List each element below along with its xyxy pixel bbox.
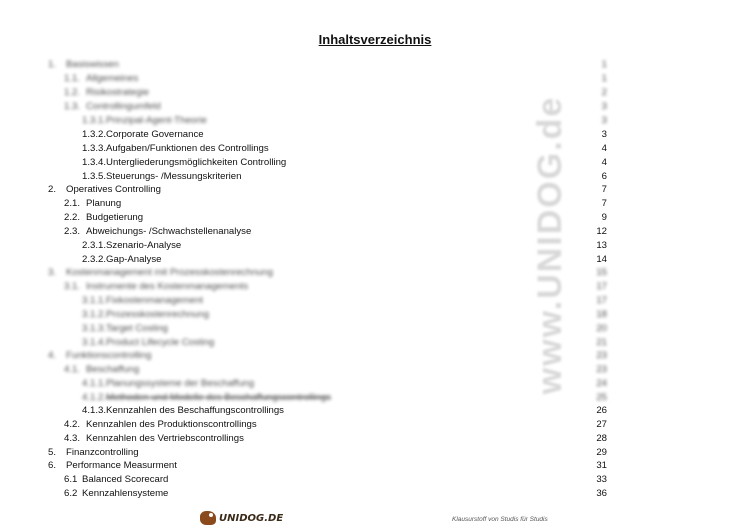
toc-entry: 4.1.3.Kennzahlen des Beschaffungscontrollings 26 <box>82 405 607 416</box>
toc-entry: 3.1. Instrumente des Kostenmanagements 17 <box>64 281 607 292</box>
toc-entry: 1.3.4.Untergliederungsmöglichkeiten Controlling 4 <box>82 157 607 168</box>
logo-text: UNIDOG.DE <box>219 512 284 524</box>
toc-entry: 3.1.4.Product Lifecycle Costing 21 <box>82 337 607 348</box>
toc-entry: 1.3.3.Aufgaben/Funktionen des Controllings 4 <box>82 143 607 154</box>
dog-icon <box>200 511 216 525</box>
toc-entry: 1. Basiswissen 1 <box>48 59 607 70</box>
footer-slogan: Klausurstoff von Studis für Studis <box>452 516 548 523</box>
toc-entry: 3.1.1.Fixkostenmanagement 17 <box>82 295 607 306</box>
toc-entry: 1.1. Allgemeines 1 <box>64 73 607 84</box>
toc-entry: 1.2. Risikostrategie 2 <box>64 87 607 98</box>
toc-title: Inhaltsverzeichnis <box>318 32 432 47</box>
toc-entry: 4. Funktionscontrolling 23 <box>48 350 607 361</box>
unidog-logo <box>200 511 283 525</box>
watermark: www.UNIDOG.de <box>530 95 569 395</box>
toc-entry: 4.2. Kennzahlen des Produktionscontrollings 27 <box>64 419 607 430</box>
toc-entry: 2.1. Planung 7 <box>64 198 607 209</box>
toc-entry: 1.3.5.Steuerungs- /Messungskriterien 6 <box>82 171 607 182</box>
toc-entry: 2.3.2.Gap-Analyse 14 <box>82 254 607 265</box>
toc-entry: 4.1.1.Planungssysteme der Beschaffung 24 <box>82 378 607 389</box>
toc-entry: 1.3.2.Corporate Governance 3 <box>82 129 607 140</box>
toc-entry: 4.1.2.Methoden und Modelle des Beschaffungscontrollings 25 <box>82 392 607 403</box>
toc-entry: 4.3. Kennzahlen des Vertriebscontrollings 28 <box>64 433 607 444</box>
toc-entry: 3.1.3.Target Costing 20 <box>82 323 607 334</box>
toc-entry: 5. Finanzcontrolling 29 <box>48 447 607 458</box>
toc-entry: 1.3.1.Prinzipal-Agent-Theorie 3 <box>82 115 607 126</box>
toc-entry: 3. Kostenmanagement mit Prozesskostenrechnung 15 <box>48 267 607 278</box>
toc-entry: 2.3.1.Szenario-Analyse 13 <box>82 240 607 251</box>
toc-entry: 2.3. Abweichungs- /Schwachstellenanalyse 12 <box>64 226 607 237</box>
toc-entry: 1.3. Controllingumfeld 3 <box>64 101 607 112</box>
toc-entry: 6.1 Balanced Scorecard 33 <box>64 474 607 485</box>
toc-entry: 4.1. Beschaffung 23 <box>64 364 607 375</box>
toc-entry: 6.2 Kennzahlensysteme 36 <box>64 488 607 499</box>
toc-entry: 3.1.2.Prozesskostenrechnung 18 <box>82 309 607 320</box>
toc-entry: 2.2. Budgetierung 9 <box>64 212 607 223</box>
toc-entry: 6. Performance Measurment 31 <box>48 460 607 471</box>
toc-entry: 2. Operatives Controlling 7 <box>48 184 607 195</box>
